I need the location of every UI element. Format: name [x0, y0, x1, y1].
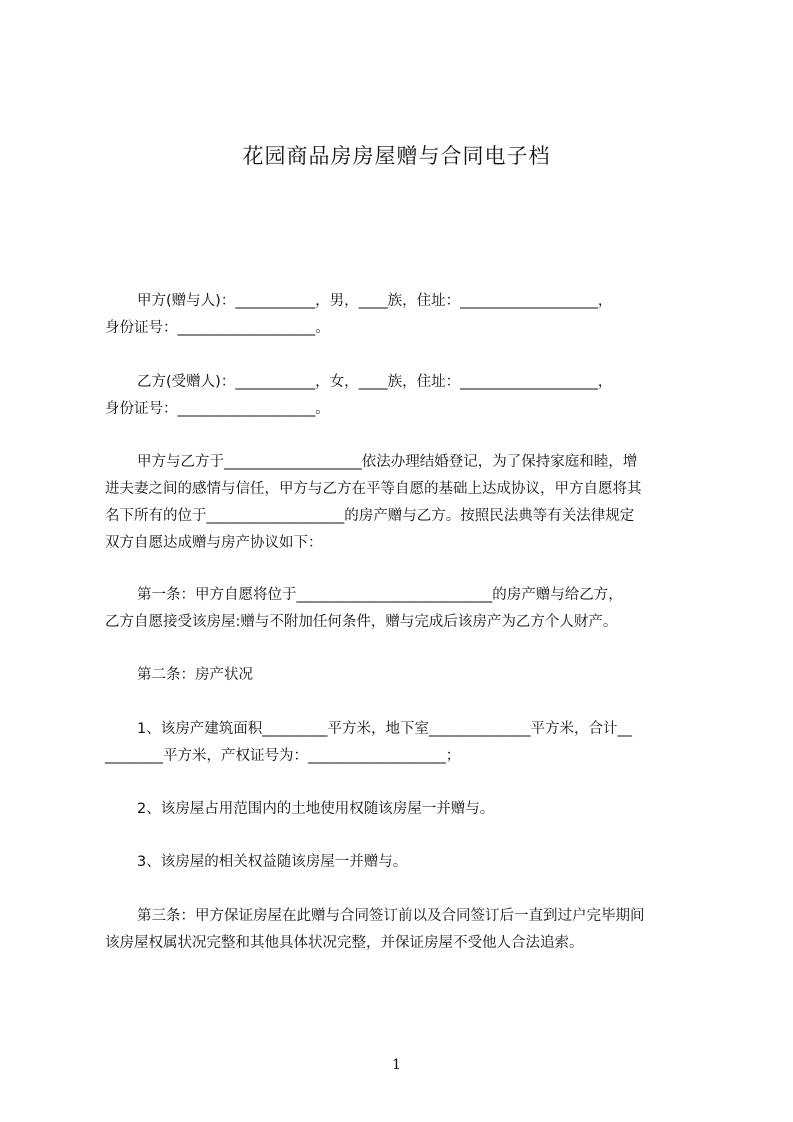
- article-2-item-2: 2、该房屋占用范围内的土地使用权随该房屋一并赠与。: [137, 801, 495, 817]
- preamble-line-2: 进夫妻之间的感情与信任，甲方与乙方在平等自愿的基础上达成协议，甲方自愿将其: [105, 481, 642, 497]
- article-2-item-1-line-1: 1、该房产建筑面积_________平方米，地下室______________平方米，合计__: [137, 721, 632, 737]
- document-title: 花园商品房房屋赠与合同电子档: [242, 144, 551, 168]
- article-2-item-1-line-2: ________平方米，产权证号为：___________________；: [105, 748, 461, 764]
- page-number: 1: [392, 1057, 401, 1073]
- party-b-line-2: 身份证号：___________________。: [105, 401, 330, 417]
- preamble-line-1: 甲方与乙方于___________________依法办理结婚登记，为了保持家庭和睦，增: [137, 454, 638, 470]
- article-1-line-1: 第一条：甲方自愿将位于___________________________的房产赠与给乙方，: [137, 587, 623, 603]
- article-1-line-2: 乙方自愿接受该房屋:赠与不附加任何条件，赠与完成后该房产为乙方个人财产。: [105, 614, 618, 630]
- preamble-line-3: 名下所有的位于___________________的房产赠与乙方。按照民法典等有关法律规定: [105, 508, 635, 524]
- party-b-line-1: 乙方(受赠人)：___________，女，____族，住址：___________________，: [137, 374, 613, 390]
- article-3-line-1: 第三条：甲方保证房屋在此赠与合同签订前以及合同签订后一直到过户完毕期间: [137, 908, 645, 924]
- party-a-line-2: 身份证号：___________________。: [105, 320, 330, 336]
- article-2-heading: 第二条：房产状况: [137, 667, 253, 683]
- preamble-line-4: 双方自愿达成赠与房产协议如下：: [105, 535, 323, 551]
- party-a-line-1: 甲方(赠与人)：___________，男，____族，住址：___________________，: [137, 293, 613, 309]
- article-2-item-3: 3、该房屋的相关权益随该房屋一并赠与。: [137, 854, 408, 870]
- article-3-line-2: 该房屋权属状况完整和其他具体状况完整，并保证房屋不受他人合法追索。: [105, 935, 584, 951]
